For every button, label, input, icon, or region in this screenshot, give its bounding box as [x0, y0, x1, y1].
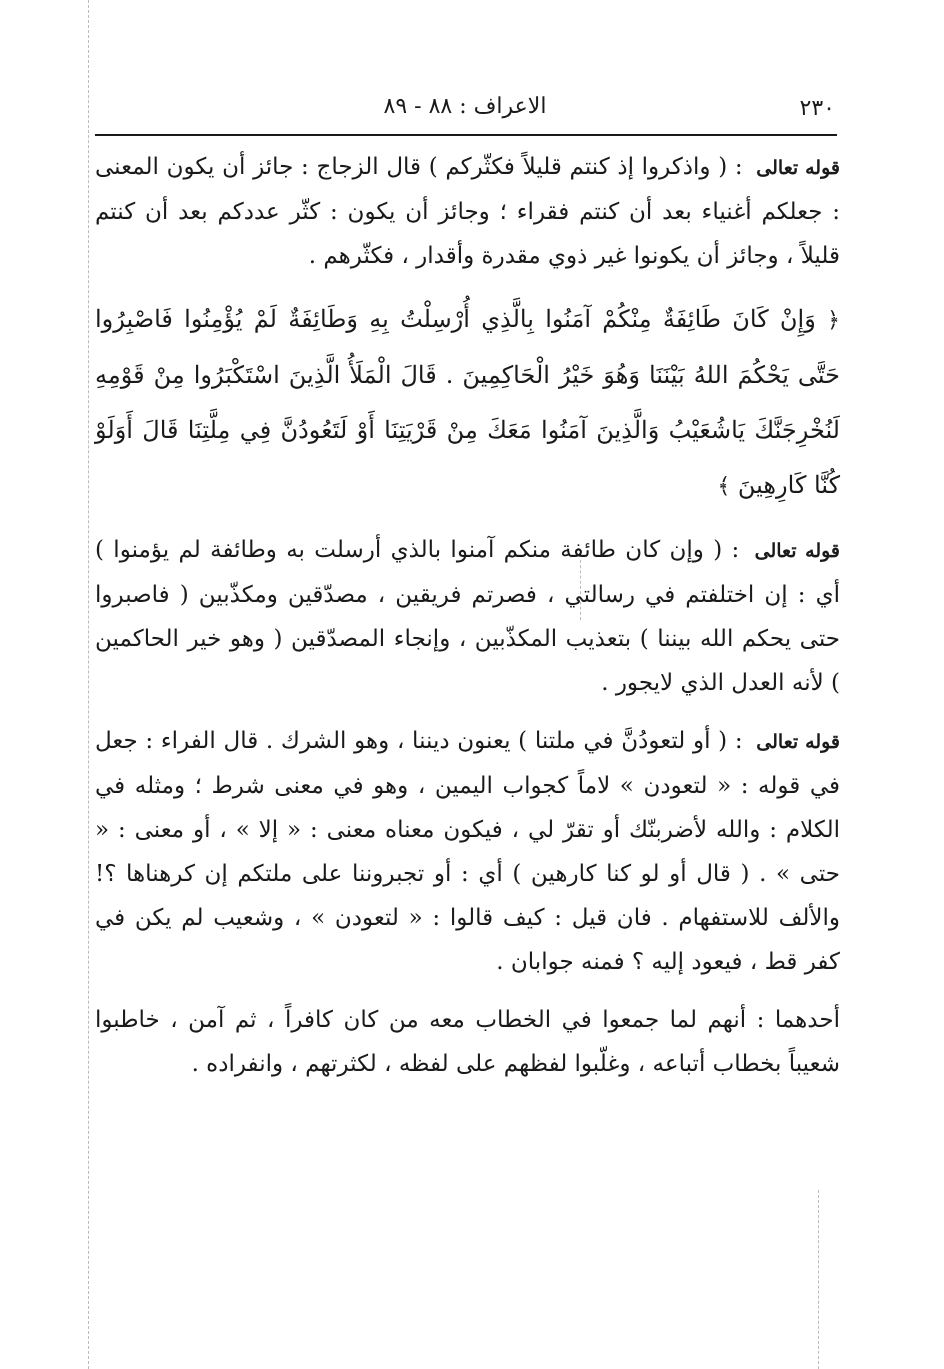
page-number: ٢٣٠	[799, 96, 835, 121]
paragraph-2	[95, 528, 840, 705]
paragraph-text: : ( أو لتعودُنَّ في ملتنا ) يعنون ديننا ، وهو الشرك . قال الفراء : جعل في قوله : « لتعودن » لاماً كجواب اليمين ، وهو في معنى شرط ؛ ومثله في الكلام : والله لأضربنّك أو تقرّ لي ، فيكون معناه معنى : « إلا » ، أو معنى : « حتى » . ( قال أو لو كنا كارهين ) أي : أو تجبروننا على ملتكم إن كرهناها ؟! والألف للاستفهام . فان قيل : كيف قالوا : « لتعودن » ، وشعيب لم يكن في كفر قط ، فيعود إليه ؟ فمنه جوابان .	[95, 728, 840, 975]
verse-text: وَإِنْ كَانَ طَائِفَةٌ مِنْكُمْ آمَنُوا بِالَّذِي أُرْسِلْتُ بِهِ وَطَائِفَةٌ لَمْ يُؤْمِنُوا فَاصْبِرُوا حَتَّى يَحْكُمَ اللهُ بَيْنَنَا وَهُوَ خَيْرُ الْحَاكِمِينَ . قَالَ الْمَلَأُ الَّذِينَ اسْتَكْبَرُوا مِنْ قَوْمِهِ لَنُخْرِجَنَّكَ يَاشُعَيْبُ وَالَّذِينَ آمَنُوا مَعَكَ مِنْ قَرْيَتِنَا أَوْ لَتَعُودُنَّ فِي مِلَّتِنَا قَالَ أَوَلَوْ كُنَّا كَارِهِينَ	[95, 305, 840, 499]
page-body	[95, 145, 840, 1100]
verse-close-bracket: ﴾	[717, 474, 731, 499]
paragraph-text: : ( وإن كان طائفة منكم آمنوا بالذي أرسلت به وطائفة لم يؤمنوا ) أي : إن اختلفتم في رسالتي ، فصرتم فريقين ، مصدّقين ومكذّبين ( فاصبروا حتى يحكم الله بيننا ) بتعذيب المكذّبين ، وإنجاء المصدّقين ( وهو خير الحاكمين ) لأنه العدل الذي لايجور .	[95, 537, 840, 696]
lead-phrase: قوله تعالى	[756, 157, 840, 179]
margin-guide-right	[818, 1190, 819, 1369]
running-title: الاعراف : ٨٨ - ٨٩	[383, 94, 547, 119]
lead-phrase: قوله تعالى	[756, 731, 841, 753]
lead-phrase: قوله تعالى	[754, 540, 841, 562]
paragraph-text: أحدهما : أنهم لما جمعوا في الخطاب معه من كان كافراً ، ثم آمن ، خاطبوا شعيباً بخطاب أتباعه ، وغلّبوا لفظهم على لفظه ، لكثرتهم ، وانفراده .	[95, 1007, 840, 1077]
paragraph-text: : ( واذكروا إذ كنتم قليلاً فكثّركم ) قال الزجاج : جائز أن يكون المعنى : جعلكم أغنياء بعد أن كنتم فقراء ؛ وجائز أن يكون : كثّر عددكم بعد أن كنتم قليلاً ، وجائز أن يكونوا غير ذوي مقدرة وأقدار ، فكثّرهم .	[95, 154, 840, 269]
paragraph-1	[95, 145, 840, 278]
quran-verse	[95, 292, 840, 514]
page-header	[95, 88, 835, 128]
header-rule	[95, 134, 837, 136]
paragraph-3	[95, 719, 840, 984]
verse-open-bracket: ﴿	[827, 308, 840, 333]
paragraph-4	[95, 998, 840, 1086]
margin-guide-left	[88, 0, 89, 1369]
